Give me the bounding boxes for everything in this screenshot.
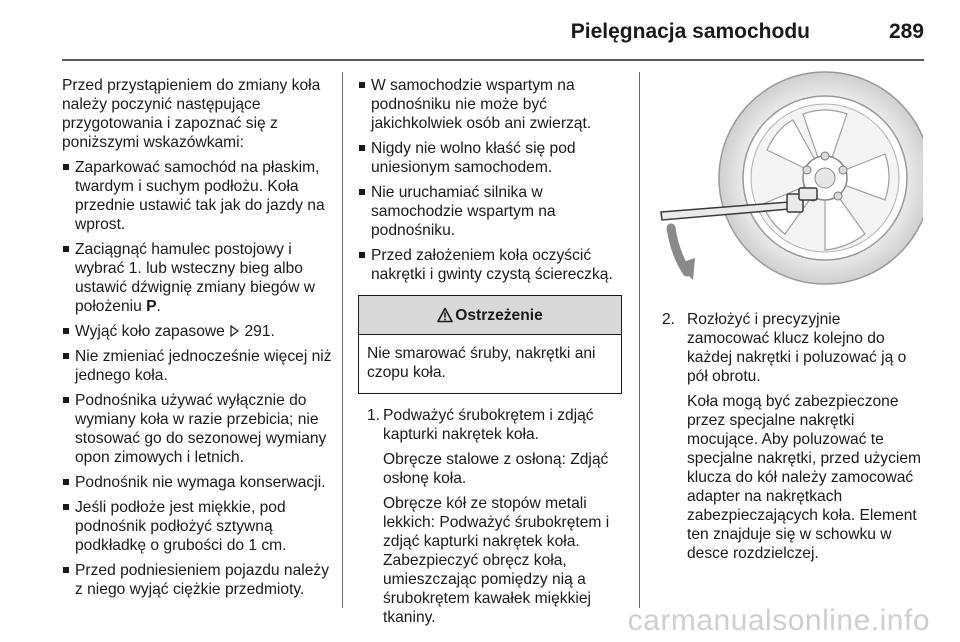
list-item: Nigdy nie wolno kłaść się pod uniesionym samochodem.	[358, 139, 628, 177]
list-item: Podnośnika używać wyłącznie do wymiany koła w razie przebicia; nie stosować go do sezonowej wymiany opon zimowych i letnich.	[62, 391, 332, 467]
step-item: 2. Rozłożyć i precyzyjnie zamocować klucz kolejno do każdej nakrętki i poluzować ją o pół obrotu. Koła mogą być zabezpieczone przez specjalne nakrętki mocujące. Aby poluzować te specjalne nakrętki, przed użyciem klucza do kół należy zamocować adapter na nakrętkach zabezpieczających koła. Element ten znajduje się w schowku w desce rozdzielczej.	[662, 311, 922, 562]
steps-list-1	[358, 406, 628, 627]
column-divider-2	[639, 72, 640, 608]
header-divider	[62, 59, 924, 61]
column-3	[662, 298, 924, 563]
step-number: 1.	[367, 407, 381, 424]
warning-header	[359, 296, 621, 335]
preparation-list	[62, 158, 332, 599]
list-item: Podnośnik nie wymaga konserwacji.	[62, 473, 332, 492]
column-1	[62, 76, 332, 599]
list-item: Przed założeniem koła oczyścić nakrętki i gwinty czystą ściereczką.	[358, 246, 628, 284]
warning-box	[358, 295, 622, 394]
warning-text: Nie smarować śruby, nakrętki ani czopu koła.	[367, 345, 596, 381]
step-item: 1. Podważyć śrubokrętem i zdjąć kapturki nakrętek koła. Obręcze stalowe z osłoną: Zdjąć osłonę koła. Obręcze kół ze stopów metali lekkich: Podważyć śrubokrętem i zdjąć kapturki nakrętek koła. Zabezpieczyć obręcz koła, umieszczając pomiędzy nią a śrubokrętem kawałek miękkiej tkaniny.	[367, 407, 610, 626]
list-item: Nie zmieniać jednocześnie więcej niż jednego koła.	[62, 347, 332, 385]
page-number: 289	[888, 20, 924, 43]
column-divider-1	[342, 72, 343, 608]
wheel-wrench-illustration	[653, 66, 923, 286]
safety-list	[358, 76, 628, 284]
list-item: Wyjąć koło zapasowe 291.	[62, 322, 332, 341]
watermark: carmanualsonline.info	[627, 604, 930, 637]
steps-list-2	[662, 310, 924, 563]
list-item: Nie uruchamiać silnika w samochodzie wspartym na podnośniku.	[358, 183, 628, 240]
warning-triangle-icon	[437, 307, 453, 323]
list-item: W samochodzie wspartym na podnośniku nie może być jakichkolwiek osób ani zwierząt.	[358, 76, 628, 133]
list-item: Przed podniesieniem pojazdu należy z niego wyjąć ciężkie przedmioty.	[62, 561, 332, 599]
list-item: Jeśli podłoże jest miękkie, pod podnośnik podłożyć sztywną podkładkę o grubości do 1 cm.	[62, 498, 332, 555]
page-reference-link[interactable]: 291.	[244, 323, 275, 340]
page-reference-arrow-icon	[230, 325, 239, 337]
list-item: Zaciągnąć hamulec postojowy i wybrać 1. lub wsteczny bieg albo ustawić dźwignię zmiany biegów w położeniu P.	[62, 240, 332, 316]
warning-title: Ostrzeżenie	[455, 306, 543, 324]
list-item: Zaparkować samochód na płaskim, twardym i suchym podłożu. Koła przednie ustawić tak jak do jazdy na wprost.	[62, 158, 332, 234]
page-title: Pielęgnacja samochodu	[570, 20, 810, 43]
column-2	[358, 70, 628, 627]
intro-paragraph: Przed przystąpieniem do zmiany koła należy poczynić następujące przygotowania i zapoznać się z poniższymi wskazówkami:	[62, 77, 321, 151]
gear-position-p: P	[146, 298, 157, 315]
step-number: 2.	[662, 311, 676, 328]
